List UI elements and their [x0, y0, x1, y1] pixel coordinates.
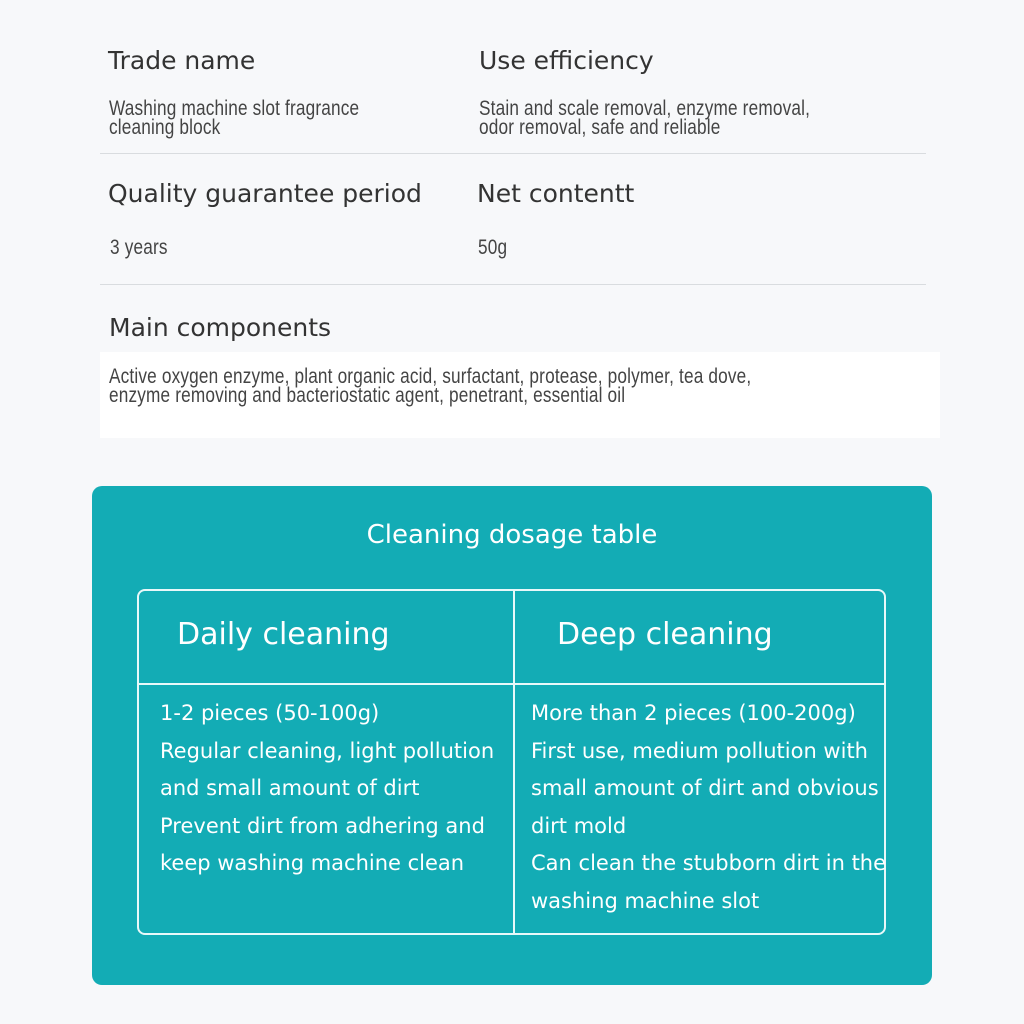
- spec-label-trade-name: Trade name: [108, 46, 256, 75]
- dosage-panel: [92, 486, 932, 985]
- spec-value-main-components: [109, 367, 751, 405]
- spec-value-line: enzyme removing and bacteriostatic agent, penetrant, essential oil: [109, 384, 626, 407]
- spec-value-line: Washing machine slot fragrance: [109, 97, 360, 120]
- deep-cleaning-heading: Deep cleaning: [557, 617, 773, 652]
- spec-value-net-content: 50g: [478, 236, 508, 259]
- list-item: washing machine slot: [531, 888, 760, 913]
- spec-value-line: Active oxygen enzyme, plant organic acid, surfactant, protease, polymer, tea dove,: [109, 365, 752, 388]
- deep-cleaning-details: [531, 695, 886, 921]
- spec-label-use-efficiency: Use efficiency: [479, 46, 654, 75]
- list-item: Can clean the stubborn dirt in the: [531, 851, 887, 876]
- spec-value-line: Stain and scale removal, enzyme removal,: [479, 97, 811, 120]
- divider: [100, 284, 926, 285]
- list-item: and small amount of dirt: [160, 776, 420, 801]
- spec-label-quality-guarantee: Quality guarantee period: [108, 179, 422, 208]
- list-item: dirt mold: [531, 813, 627, 838]
- list-item: Regular cleaning, light pollution: [160, 738, 495, 763]
- spec-value-use-efficiency: [479, 99, 810, 137]
- list-item: First use, medium pollution with: [531, 738, 868, 763]
- daily-cleaning-details: [160, 695, 494, 883]
- spec-label-net-content: Net contentt: [477, 179, 635, 208]
- spec-value-trade-name: [109, 99, 359, 137]
- spec-value-line: odor removal, safe and reliable: [479, 116, 721, 139]
- list-item: Prevent dirt from adhering and: [160, 813, 485, 838]
- list-item: small amount of dirt and obvious: [531, 776, 879, 801]
- table-column-divider: [513, 591, 515, 933]
- table-header-divider: [139, 683, 884, 685]
- list-item: More than 2 pieces (100-200g): [531, 701, 856, 725]
- list-item: 1-2 pieces (50-100g): [160, 701, 380, 725]
- spec-value-line: cleaning block: [109, 116, 221, 139]
- list-item: keep washing machine clean: [160, 851, 465, 876]
- spec-label-main-components: Main components: [109, 313, 332, 342]
- divider: [100, 153, 926, 154]
- dosage-table: [137, 589, 886, 935]
- spec-value-quality-guarantee: 3 years: [110, 236, 168, 259]
- daily-cleaning-heading: Daily cleaning: [177, 617, 390, 652]
- dosage-table-title: Cleaning dosage table: [366, 520, 658, 550]
